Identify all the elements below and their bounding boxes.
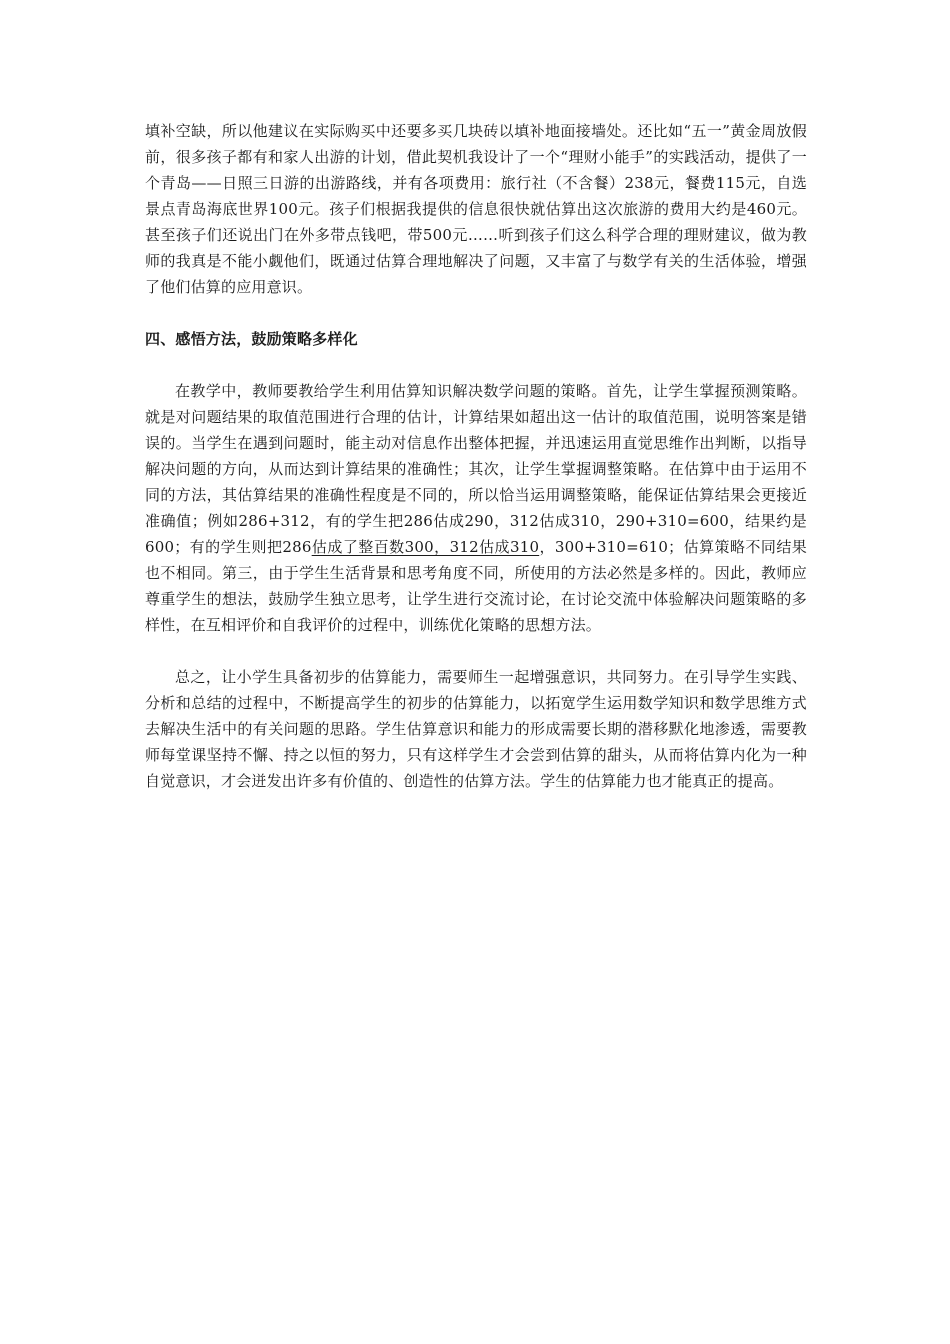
document-body: [145, 118, 807, 794]
paragraph-spacer: [145, 352, 807, 378]
paragraph-text: 在教学中，教师要教给学生利用估算知识解决数学问题的策略。首先，让学生掌握预测策略。就是对问题结果的取值范围进行合理的估计，计算结果如超出这一估计的取值范围，说明答案是错误的。当学生在遇到问题时，能主动对信息作出整体把握，并迅速运用直觉思维作出判断，以指导解决问题的方向，从而达到计算结果的准确性；其次，让学生掌握调整策略。在估算中由于运用不同的方法，其估算结果的准确性程度是不同的，所以恰当运用调整策略，能保证估算结果会更接近准确值；例如286+312，有的学生把286估成290，312估成310，290+310=600，结果约是600；有的学生则把286: [145, 382, 807, 556]
paragraph-spacer: [145, 638, 807, 664]
paragraph-text: ，300+310=610；估算策略不同结果也不相同。第三，由于学生生活背景和思考角度不同，所使用的方法必然是多样的。因此，教师应尊重学生的想法，鼓励学生独立思考，让学生进行交流讨论，在讨论交流中体验解决问题策略的多样性，在互相评价和自我评价的过程中，训练优化策略的思想方法。: [145, 538, 807, 634]
paragraph-conclusion: 总之，让小学生具备初步的估算能力，需要师生一起增强意识，共同努力。在引导学生实践、分析和总结的过程中，不断提高学生的初步的估算能力，以拓宽学生运用数学知识和数学思维方式去解决生活中的有关问题的思路。学生估算意识和能力的形成需要长期的潜移默化地渗透，需要教师每堂课坚持不懈、持之以恒的努力，只有这样学生才会尝到估算的甜头，从而将估算内化为一种自觉意识，才会迸发出许多有价值的、创造性的估算方法。学生的估算能力也才能真正的提高。: [145, 668, 807, 790]
paragraph-spacer: [145, 300, 807, 326]
section-heading: 四、感悟方法，鼓励策略多样化: [145, 330, 358, 348]
paragraph-continuation: 填补空缺，所以他建议在实际购买中还要多买几块砖以填补地面接墙处。还比如“五一”黄金周放假前，很多孩子都有和家人出游的计划，借此契机我设计了一个“理财小能手”的实践活动，提供了一个青岛——日照三日游的出游路线，并有各项费用：旅行社（不含餐）238元，餐费115元，自选景点青岛海底世界100元。孩子们根据我提供的信息很快就估算出这次旅游的费用大约是460元。甚至孩子们还说出门在外多带点钱吧，带500元……听到孩子们这么科学合理的理财建议，做为教师的我真是不能小觑他们，既通过估算合理地解决了问题，又丰富了与数学有关的生活体验，增强了他们估算的应用意识。: [145, 122, 807, 296]
underlined-text: 估成了整百数300，312估成310: [311, 538, 540, 556]
paragraph-strategies: [145, 378, 807, 638]
